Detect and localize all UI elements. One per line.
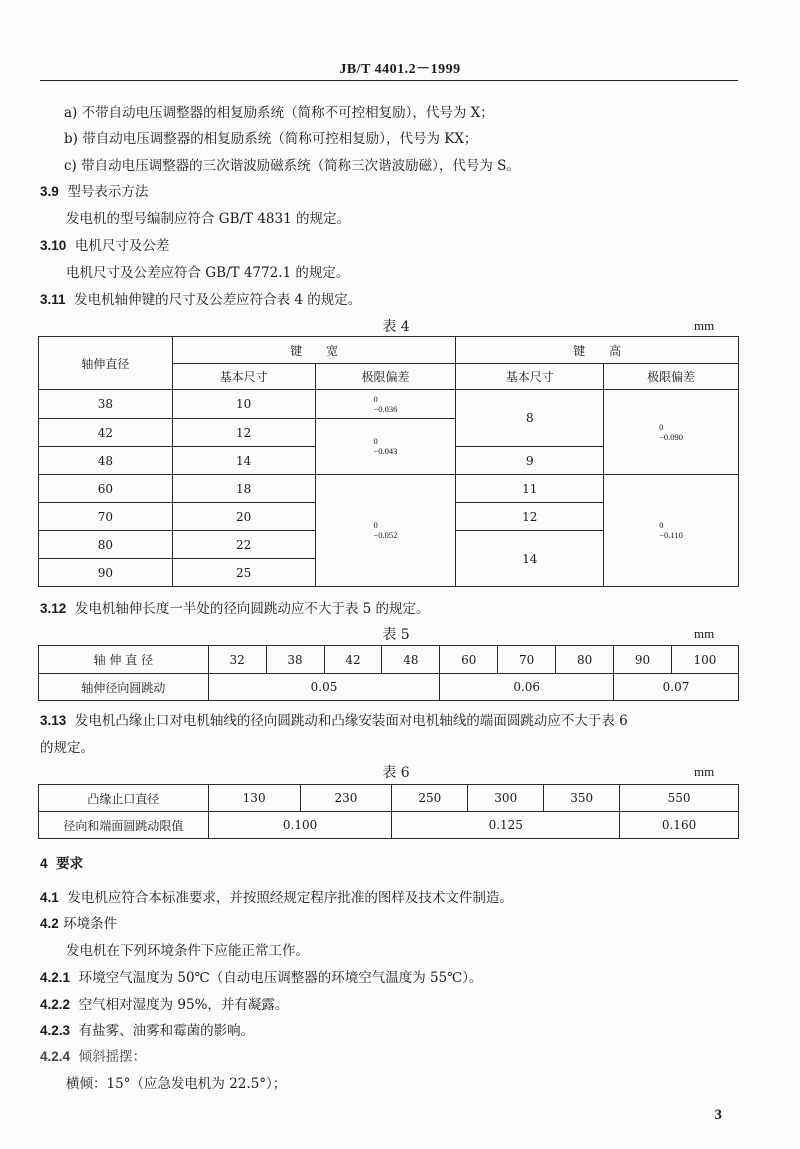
cell-width-deviation (315, 419, 456, 475)
section-4-2-2 (40, 993, 288, 1013)
table-4-unit: mm (694, 318, 715, 333)
cell-runout: 0.100 (208, 812, 392, 839)
section-text: 发电机轴伸长度一半处的径向圆跳动应不大于表 5 的规定。 (74, 601, 430, 617)
section-number: 4.2.2 (40, 997, 71, 1012)
section-4-2-3 (40, 1019, 254, 1039)
standard-header: JB/T 4401.2－1999 (339, 62, 461, 77)
header-key-width: 键 宽 (172, 337, 456, 364)
cell-diameter: 130 (208, 785, 300, 812)
dev-upper: 0 (373, 436, 378, 446)
section-number: 4.2.3 (40, 1023, 71, 1038)
section-3-12 (40, 597, 430, 617)
cell-height-deviation (604, 475, 739, 587)
row-label-runout-limit: 径向和端面圆跳动限值 (39, 812, 209, 839)
section-number: 3.11 (40, 292, 66, 307)
dev-upper: 0 (373, 520, 378, 530)
header-key-height: 键 高 (456, 337, 739, 364)
cell-shaft: 70 (39, 503, 173, 531)
header-rule (40, 80, 738, 81)
cell-width-deviation (315, 475, 456, 587)
section-4-2-text: 发电机在下列环境条件下应能正常工作。 (66, 943, 309, 959)
cell-height: 14 (456, 531, 604, 587)
table-6-unit: mm (694, 764, 715, 779)
table-6 (38, 784, 739, 839)
cell-diameter: 550 (620, 785, 739, 812)
table-5 (38, 645, 739, 701)
section-text: 发电机凸缘止口对电机轴线的径向圆跳动和凸缘安装面对电机轴线的端面圆跳动应不大于表 6 (74, 713, 628, 729)
list-item-a: a) 不带自动电压调整器的相复励系统（简称不可控相复励），代号为 X； (64, 105, 494, 121)
section-3-10-heading (40, 234, 169, 254)
cell-diameter: 70 (498, 646, 556, 674)
cell-diameter: 38 (266, 646, 324, 674)
header-width-basic: 基本尺寸 (172, 364, 315, 390)
cell-runout: 0.125 (392, 812, 620, 839)
row-label-flange-diameter: 凸缘止口直径 (39, 785, 209, 812)
table-5-caption: 表 5 (382, 627, 410, 643)
cell-shaft: 60 (39, 475, 173, 503)
cell-shaft: 48 (39, 447, 173, 475)
cell-height: 12 (456, 503, 604, 531)
cell-height: 9 (456, 447, 604, 475)
section-title: 型号表示方法 (67, 184, 149, 200)
cell-diameter: 48 (382, 646, 440, 674)
section-number: 4 (40, 856, 48, 871)
cell-diameter: 350 (544, 785, 620, 812)
cell-height: 8 (456, 390, 604, 447)
section-4-2-heading (40, 912, 117, 932)
cell-runout: 0.160 (620, 812, 739, 839)
header-height-deviation: 极限偏差 (604, 364, 739, 390)
section-4-1 (40, 886, 513, 906)
dev-lower: −0.036 (373, 403, 398, 414)
cell-runout: 0.07 (614, 674, 739, 701)
row-label-radial-runout: 轴伸径向圆跳动 (39, 674, 209, 701)
cell-width: 20 (172, 503, 315, 531)
dev-upper: 0 (373, 393, 378, 404)
section-text: 发电机应符合本标准要求，并按照经规定程序批准的图样及技术文件制造。 (67, 890, 513, 906)
cell-shaft: 42 (39, 419, 173, 447)
section-3-11 (40, 288, 361, 308)
page-number: 3 (714, 1107, 722, 1123)
cell-diameter: 90 (614, 646, 672, 674)
cell-diameter: 250 (392, 785, 468, 812)
cell-shaft: 38 (39, 390, 173, 419)
section-number: 4.2.4 (40, 1049, 71, 1064)
cell-diameter: 32 (208, 646, 266, 674)
table-5-unit: mm (694, 626, 715, 641)
section-text: 有盐雾、油雾和霉菌的影响。 (78, 1023, 255, 1039)
cell-width: 12 (172, 419, 315, 447)
cell-shaft: 80 (39, 531, 173, 559)
section-3-9-heading (40, 180, 148, 200)
cell-width: 10 (172, 390, 315, 419)
header-shaft-diameter: 轴伸直径 (39, 337, 173, 390)
header-height-basic: 基本尺寸 (456, 364, 604, 390)
cell-diameter: 230 (300, 785, 392, 812)
cell-shaft: 90 (39, 559, 173, 587)
cell-height-deviation (604, 390, 739, 475)
cell-width: 22 (172, 531, 315, 559)
section-title: 环境条件 (63, 916, 118, 932)
section-text: 发电机轴伸键的尺寸及公差应符合表 4 的规定。 (74, 292, 362, 308)
section-title: 要求 (56, 856, 84, 872)
section-number: 3.9 (40, 184, 59, 199)
section-number: 4.2 (40, 916, 59, 931)
section-3-9-text: 发电机的型号编制应符合 GB/T 4831 的规定。 (66, 211, 350, 227)
section-4-2-4 (40, 1045, 146, 1065)
cell-diameter: 80 (556, 646, 614, 674)
section-3-13 (40, 709, 628, 729)
dev-lower: −0.052 (373, 530, 398, 540)
table-4-caption: 表 4 (382, 319, 410, 335)
section-number: 3.12 (40, 601, 67, 616)
header-width-deviation: 极限偏差 (315, 364, 456, 390)
table-6-caption: 表 6 (382, 765, 410, 781)
row-label-shaft-diameter: 轴 伸 直 径 (39, 646, 209, 674)
section-number: 4.1 (40, 890, 59, 905)
section-title: 电机尺寸及公差 (74, 238, 170, 254)
section-text: 空气相对湿度为 95%，并有凝露。 (78, 997, 289, 1013)
cell-diameter: 100 (671, 646, 738, 674)
cell-diameter: 60 (440, 646, 498, 674)
cell-width: 18 (172, 475, 315, 503)
dev-lower: −0.110 (659, 530, 683, 540)
cell-diameter: 42 (324, 646, 382, 674)
dev-upper: 0 (659, 421, 664, 432)
cell-runout: 0.06 (440, 674, 614, 701)
list-item-b: b) 带自动电压调整器的相复励系统（简称可控相复励），代号为 KX； (64, 131, 478, 147)
list-item-c: c) 带自动电压调整器的三次谐波励磁系统（简称三次谐波励磁），代号为 S。 (64, 158, 520, 174)
cell-width: 14 (172, 447, 315, 475)
section-number: 4.2.1 (40, 970, 71, 985)
section-3-10-text: 电机尺寸及公差应符合 GB/T 4772.1 的规定。 (66, 265, 350, 281)
tilt-spec: 横倾：15°（应急发电机为 22.5°）； (66, 1076, 287, 1092)
section-number: 3.13 (40, 713, 67, 728)
cell-diameter: 300 (468, 785, 544, 812)
dev-lower: −0.090 (659, 431, 684, 442)
section-4-2-1 (40, 966, 483, 986)
section-text: 环境空气温度为 50℃（自动电压调整器的环境空气温度为 55℃）。 (78, 970, 483, 986)
section-number: 3.10 (40, 238, 67, 253)
section-text: 倾斜摇摆： (78, 1049, 147, 1065)
cell-height: 11 (456, 475, 604, 503)
dev-lower: −0.043 (373, 446, 398, 456)
cell-runout: 0.05 (208, 674, 440, 701)
cell-width: 25 (172, 559, 315, 587)
cell-width-deviation (315, 390, 456, 419)
section-4-heading (40, 852, 83, 872)
section-3-13-continued: 的规定。 (40, 740, 94, 756)
table-4 (38, 336, 739, 587)
dev-upper: 0 (659, 520, 664, 530)
